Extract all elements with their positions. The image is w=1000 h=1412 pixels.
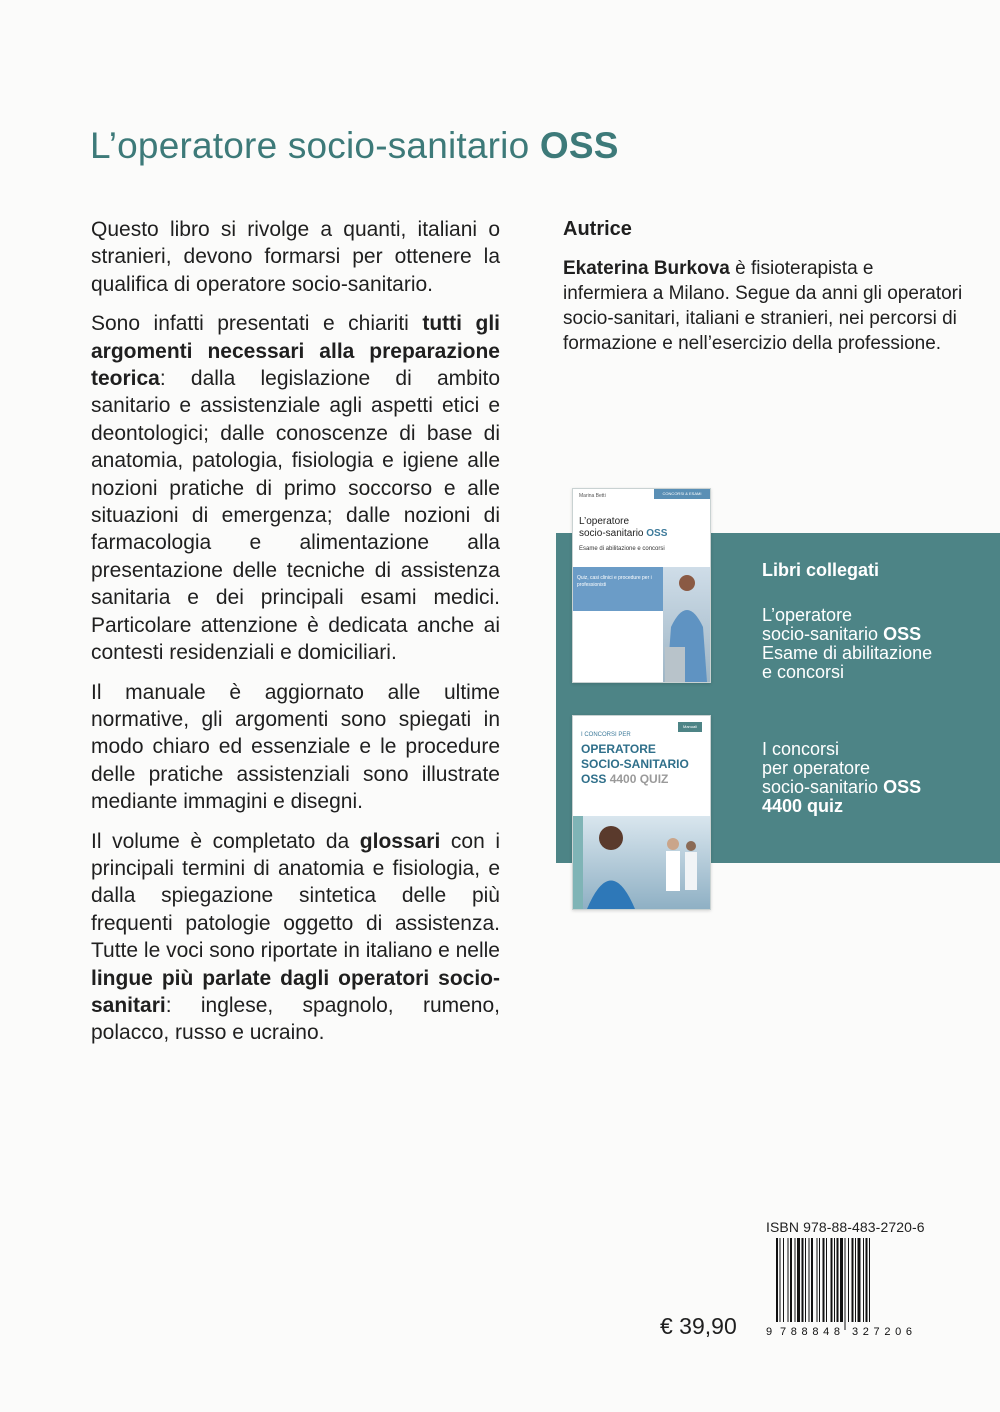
related-book-2-text: I concorsi per operatore socio-sanitario OSS 4400 quiz [762, 739, 922, 816]
price: € 39,90 [660, 1313, 737, 1339]
related-book-cover-1 [572, 488, 711, 683]
barcode-right-digits: 327206 [852, 1326, 912, 1338]
cover-author: Marina Betti [579, 493, 606, 499]
author-heading: Autrice [563, 218, 632, 240]
cover-photo-staff [573, 816, 710, 909]
related-books-heading: Libri collegati [762, 560, 880, 580]
description-paragraph-1: Questo libro si rivolge a quanti, italiani o stranieri, devono formarsi per ottenere la qualifica di operatore socio-sanitario. [91, 218, 500, 296]
cover-kicker: I CONCORSI PER [581, 732, 631, 738]
author-bio: Ekaterina Burkova è fisioterapista e infermiera a Milano. Segue da anni gli operatori socio-sanitari, italiani e stranieri, nei percorsi di formazione e nell’esercizio della professione. [563, 258, 963, 354]
isbn-label: ISBN 978-88-483-2720-6 [766, 1219, 925, 1235]
description-column [91, 216, 500, 1059]
cover-side-strip [573, 816, 583, 909]
cover-blue-box: Quiz, casi clinici e procedure per i professionisti [573, 567, 663, 611]
barcode-left-digits: 788848 [780, 1326, 840, 1338]
cover-series-tag: CONCORSI & ESAMI [654, 489, 710, 499]
related-book-cover-2 [572, 715, 711, 910]
cover-subtitle: Esame di abilitazione e concorsi [579, 546, 665, 552]
cover-photo-nurse [663, 567, 710, 682]
description-paragraph-4: Il volume è completato da glossari con i principali termini di anatomia e fisiologia, e dalla spiegazione sintetica delle più frequenti patologie oggetto di assistenza. Tutte le voci sono riportate in italiano e nelle lingue più parlate dagli operatori socio-sanitari: inglese, spagnolo, rumeno, polacco, russo e ucraino. [91, 829, 500, 1045]
barcode-icon [766, 1238, 918, 1338]
description-paragraph-3: Il manuale è aggiornato alle ultime normative, gli argomenti sono spiegati in modo chiaro ed essenziale e le procedure delle pratiche assistenziali sono illustrate mediante immagini e disegni. [91, 680, 500, 814]
cover-title: OPERATORE SOCIO-SANITARIO OSS 4400 QUIZ [581, 742, 689, 786]
cover-title: L’operatore socio-sanitario OSS [579, 516, 668, 539]
barcode-first-digit: 9 [766, 1326, 773, 1338]
description-paragraph-2: Sono infatti presentati e chiariti tutti gli argomenti necessari alla preparazione teorica: dalla legislazione di ambito sanitario e assistenziale agli aspetti etici e deontologici; dalle conoscenze di base di anatomia, patologia, fisiologia e igiene alle nozioni pratiche di primo soccorso e alle situazioni di emergenza; dalle nozioni di farmacologia e alimentazione alla presentazione delle tecniche di assistenza sanitaria e dei principali esami medici. Particolare attenzione è dedicata anche ai contesti residenziali e domiciliari. [91, 312, 500, 665]
related-book-1-text: L’operatore socio-sanitario OSS Esame di abilitazione e concorsi [762, 605, 933, 682]
book-title: L’operatore socio-sanitario OSS [90, 125, 619, 166]
cover-series-tag: Manuali [678, 722, 702, 732]
